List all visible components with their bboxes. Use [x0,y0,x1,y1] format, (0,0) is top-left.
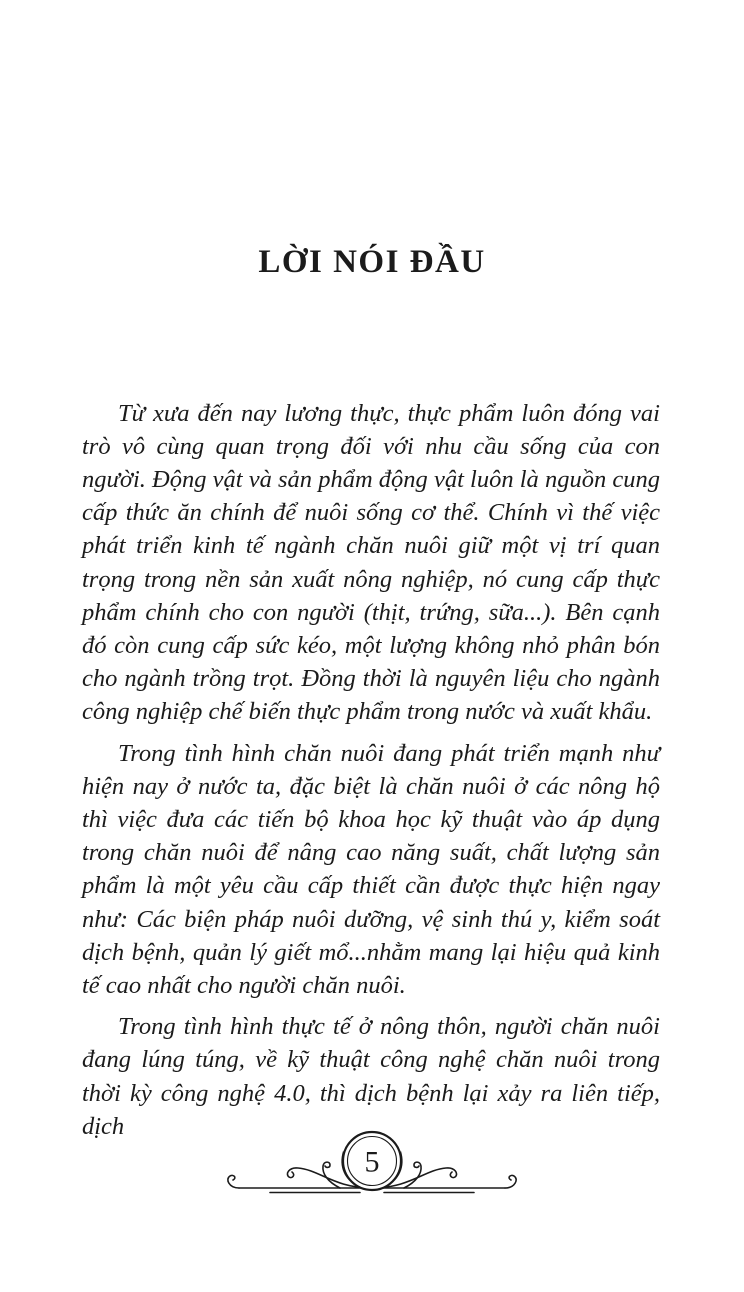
page-title: LỜI NÓI ĐẦU [258,244,486,280]
page-footer [222,1125,522,1209]
paragraph-3: Trong tình hình thực tế ở nông thôn, người chăn nuôi đang lúng túng, về kỹ thuật công nghệ chăn nuôi trong thời kỳ công nghệ 4.0, thì dịch bệnh lại xảy ra liên tiếp, dịch [82,1013,660,1140]
paragraph-2: Trong tình hình chăn nuôi đang phát triển mạnh như hiện nay ở nước ta, đặc biệt là chăn nuôi ở các nông hộ thì việc đưa các tiến bộ khoa học kỹ thuật vào áp dụng trong chăn nuôi để nâng cao năng suất, chất lượng sản phẩm là một yêu cầu cấp thiết cần được thực hiện ngay như: Các biện pháp nuôi dưỡng, vệ sinh thú y, kiểm soát dịch bệnh, quản lý giết mổ...nhằm mang lại hiệu quả kinh tế cao nhất cho người chăn nuôi. [82,739,660,1000]
page-number: 5 [364,1145,380,1179]
body-text [0,397,744,1143]
page-number-ornament-icon [222,1125,522,1209]
paragraph-1: Từ xưa đến nay lương thực, thực phẩm luôn đóng vai trò vô cùng quan trọng đối với nhu cầu sống của con người. Động vật và sản phẩm động vật luôn là nguồn cung cấp thức ăn chính để nuôi sống cơ thể. Chính vì thế việc phát triển kinh tế ngành chăn nuôi giữ một vị trí quan trọng trong nền sản xuất nông nghiệp, nó cung cấp thực phẩm chính cho con người (thịt, trứng, sữa...). Bên cạnh đó còn cung cấp sức kéo, một lượng không nhỏ phân bón cho ngành trồng trọt. Đồng thời là nguyên liệu cho ngành công nghiệp chế biến thực phẩm trong nước và xuất khẩu. [82,399,660,726]
